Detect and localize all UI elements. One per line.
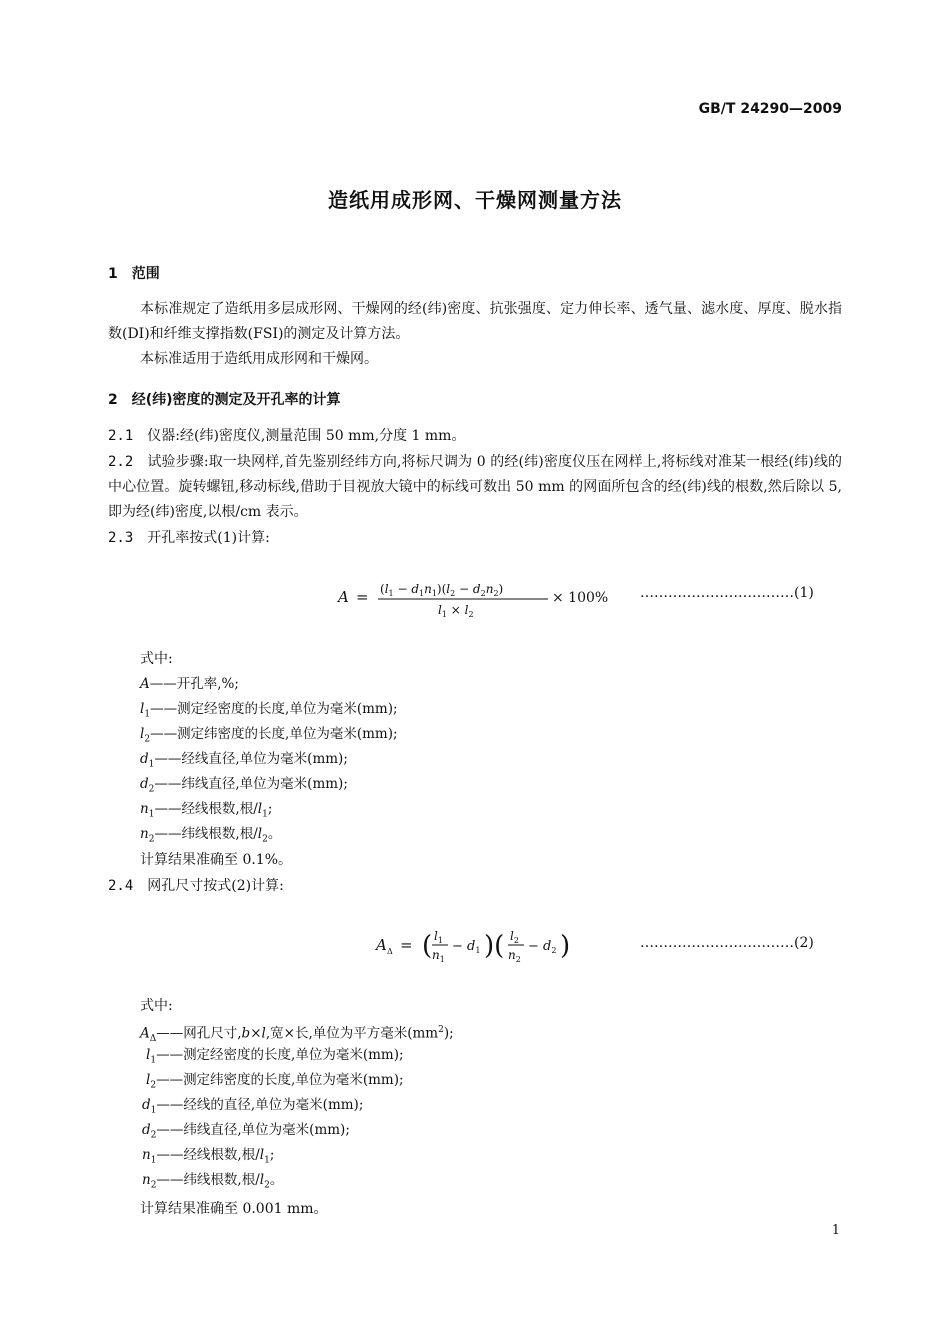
clause-2-1 (108, 424, 842, 449)
formula-1 (330, 572, 620, 624)
svg-text:A: A (376, 936, 387, 954)
svg-text:(l1 − d1n1)(l2 − d2n2): $(l_1 - d_1n_1)(l_2 - d_2n_2)$ (380, 582, 504, 598)
section-1-heading: 1 范围 (108, 266, 160, 282)
svg-text:l1 × l2: $l_1 \times l_2$ (438, 603, 474, 619)
definition-row: $d_2——$纬线直径,单位为毫米(mm); (140, 776, 348, 795)
accuracy-note-2: 计算结果准确至 0.001 mm。 (140, 1201, 328, 1217)
svg-text:− d2: − $d_2$ (528, 939, 557, 955)
clause-number: 2.4 (108, 878, 134, 894)
definition-row: $n_1——$经线根数,根$/l_1$; (142, 1147, 275, 1166)
clause-text: 仪器:经(纬)密度仪,测量范围 50 mm,分度 1 mm。 (147, 428, 466, 444)
definition-row: $l_1——$测定经密度的长度,单位为毫米(mm); (146, 1047, 404, 1066)
definition-list-2 (140, 1018, 454, 1193)
definition-row: $n_2——$纬线根数,根$/l_2$。 (142, 1172, 284, 1191)
svg-text:(: ( (422, 931, 433, 961)
svg-text:n1: $n_1$ (432, 948, 445, 964)
equation-1-label: ……………………………(1) (640, 585, 814, 601)
clause-number: 2.2 (108, 454, 134, 470)
svg-text:Δ: Δ (387, 947, 393, 956)
formula-2 (372, 924, 582, 970)
section-1-paragraph-2: 本标准适用于造纸用成形网和干燥网。 (140, 351, 378, 367)
svg-text:)(: )( (484, 931, 505, 961)
definition-row: $l_2——$测定纬密度的长度,单位为毫米(mm); (146, 1072, 404, 1091)
svg-text:× 100%: × 100% (552, 590, 609, 606)
svg-text:− d1: − $d_1$ (452, 939, 481, 955)
svg-text:l2: $l_2$ (510, 929, 519, 945)
svg-text:A: A (338, 588, 349, 606)
svg-text:n2: $n_2$ (508, 948, 521, 964)
definition-row: $l_1——$测定经密度的长度,单位为毫米(mm); (140, 701, 398, 720)
clause-text: 试验步骤:取一块网样,首先鉴别经纬方向,将标尺调为 0 的经(纬)密度仪压在网样上,将标线对准某一根经(纬)线的中心位置。旋转螺钮,移动标线,借助于目视放大镜中的标线可数出 50 mm 的网面所包含的经(纬)线的根数,然后除以 5,即为经(纬)密度,以根/cm 表示。 (108, 454, 842, 520)
definition-row: $d_2——$纬线直径,单位为毫米(mm); (142, 1122, 350, 1141)
clause-2-3 (108, 526, 842, 551)
clause-text: 网孔尺寸按式(2)计算: (147, 878, 284, 894)
definition-row: $n_1——$经线根数,根$/l_1$; (140, 801, 273, 820)
standard-number: GB/T 24290—2009 (698, 101, 842, 117)
where-label-2: 式中: (140, 998, 173, 1014)
page-number: 1 (831, 1223, 840, 1238)
definition-row: $n_2——$纬线根数,根$/l_2$。 (140, 826, 282, 845)
document-title: 造纸用成形网、干燥网测量方法 (328, 188, 622, 212)
clause-number: 2.3 (108, 530, 134, 546)
clause-text: 开孔率按式(1)计算: (147, 530, 270, 546)
definition-list-1 (140, 672, 398, 847)
svg-text:=: = (356, 588, 369, 606)
clause-2-4 (108, 874, 842, 899)
svg-text:l1: $l_1$ (434, 929, 443, 945)
definition-row: $A_\Delta——$网孔尺寸,b×l,宽×长,单位为平方毫米$(mm^2)$; (140, 1025, 454, 1045)
section-2-heading: 2 经(纬)密度的测定及开孔率的计算 (108, 392, 341, 408)
svg-text:=: = (400, 936, 413, 954)
svg-text:): ) (560, 931, 571, 961)
definition-row: $d_1——$经线直径,单位为毫米(mm); (140, 751, 348, 770)
definition-row: $l_2——$测定纬密度的长度,单位为毫米(mm); (140, 726, 398, 745)
equation-2-label: ……………………………(2) (640, 935, 814, 951)
definition-row: A——开孔率,%; (140, 676, 239, 692)
where-label-1: 式中: (140, 651, 173, 667)
accuracy-note-1: 计算结果准确至 0.1%。 (140, 852, 293, 868)
definition-row: $d_1——$经线的直径,单位为毫米(mm); (142, 1097, 364, 1116)
clause-number: 2.1 (108, 428, 134, 444)
clause-2-2 (108, 450, 842, 525)
section-1-paragraph-1: 本标准规定了造纸用多层成形网、干燥网的经(纬)密度、抗张强度、定力伸长率、透气量、滤水度、厚度、脱水指数(DI)和纤维支撑指数(FSI)的测定及计算方法。 (108, 301, 842, 342)
